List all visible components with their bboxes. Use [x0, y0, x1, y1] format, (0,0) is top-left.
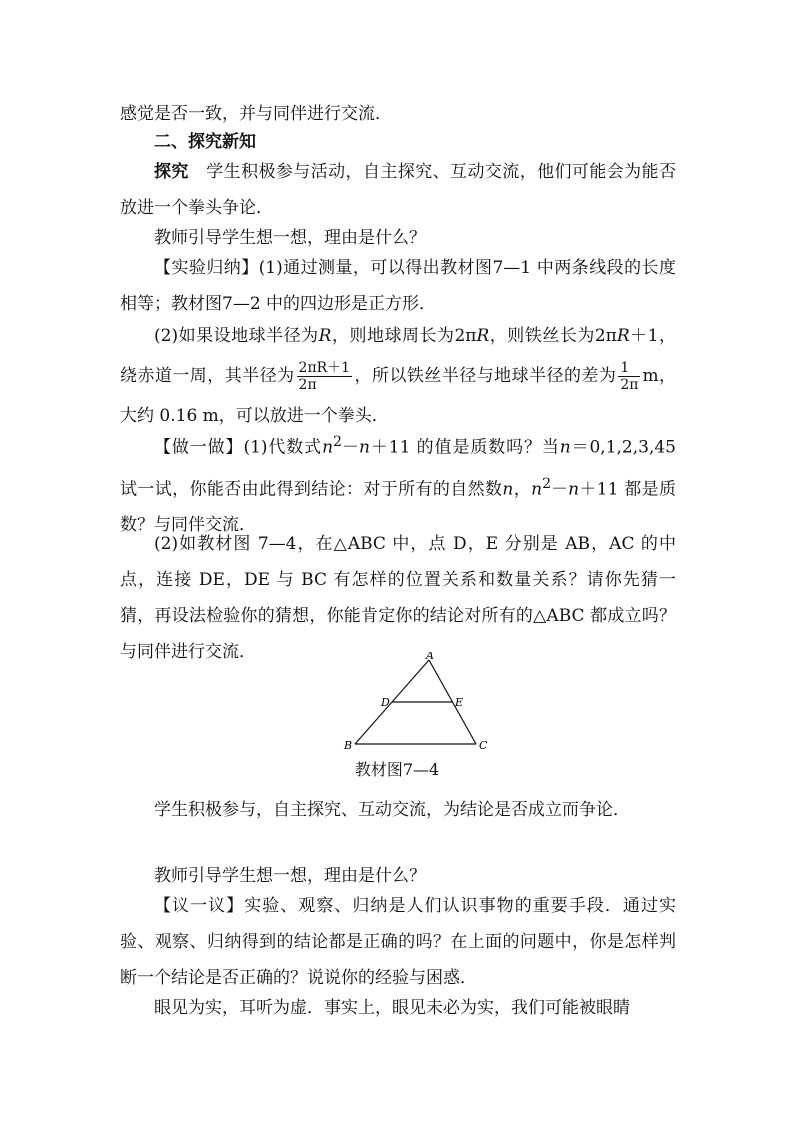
paragraph-guide-1: 教师引导学生想一想，理由是什么？	[154, 228, 426, 248]
paragraph-last: 眼见为实，耳听为虚．事实上，眼见未必为实，我们可能被眼睛	[154, 998, 630, 1018]
label-e: E	[455, 696, 464, 709]
paragraph-try: 【做一做】(1)代数式$n^2-n+11$ 的值是质数吗？当n＝0,1,2,3,45 试一试，你能否由此得到结论：对于所有的自然数n，$n^2-n+11$ 都是质数？与同伴交流．	[120, 434, 676, 536]
triangle-figure	[340, 652, 490, 752]
label-c: C	[479, 739, 488, 752]
explore-label: 探究	[154, 162, 189, 182]
label-a: A	[426, 652, 434, 662]
paragraph-discuss	[120, 888, 676, 996]
figure-caption: 教材图7—4	[354, 760, 440, 779]
paragraph-experiment	[120, 250, 676, 322]
explore-text: 学生积极参与活动，自主探究、互动交流，他们可能会为能否放进一个拳头争论．	[120, 162, 676, 218]
section-heading: 二、探究新知	[154, 132, 256, 152]
paragraph-guide-2: 教师引导学生想一想，理由是什么？	[154, 866, 426, 886]
label-d: D	[381, 696, 390, 709]
discuss-text: 实验、观察、归纳是人们认识事物的重要手段．通过实验、观察、归纳得到的结论都是正确的吗？在上面的问题中，你是怎样判断一个结论是否正确的？说说你的经验与困惑．	[120, 896, 677, 988]
fraction-radius: $\frac{2\pi R+1}{2\pi}$	[298, 360, 351, 393]
paragraph-intro: 感觉是否一致，并与同伴进行交流．	[120, 104, 392, 124]
paragraph-earth-radius: (2)如果设地球半径为R，则地球周长为2πR，则铁丝长为2πR＋1，绕赤道一周，其半径为 $\frac{2\pi R+1}{2\pi}$ ，所以铁丝半径与地球半径的差为 $\frac{1}{2\pi}$ m，大约 0.16 m，可以放进一个拳头．	[120, 326, 677, 426]
label-b: B	[344, 739, 353, 752]
paragraph-triangle: (2)如教材图 7—4，在△ABC 中，点 D，E 分别是 AB，AC 的中点，连接 DE，DE 与 BC 有怎样的位置关系和数量关系？请你先猜一猜，再设法检验你的猜想，你能肯定你的结论对所有的△ABC 都成立吗？与同伴进行交流．	[120, 534, 676, 662]
paragraph-explore	[120, 154, 676, 226]
experiment-label: 【实验归纳】	[154, 258, 259, 278]
discuss-label: 【议一议】	[154, 896, 245, 916]
experiment-text: (1)通过测量，可以得出教材图7—1 中两条线段的长度相等；教材图7—2 中的四边形是正方形．	[120, 258, 676, 314]
try-label: 【做一做】	[154, 437, 244, 458]
paragraph-students: 学生积极参与，自主探究、互动交流，为结论是否成立而争论．	[154, 800, 630, 820]
fraction-difference: $\frac{1}{2\pi}$	[620, 360, 639, 393]
